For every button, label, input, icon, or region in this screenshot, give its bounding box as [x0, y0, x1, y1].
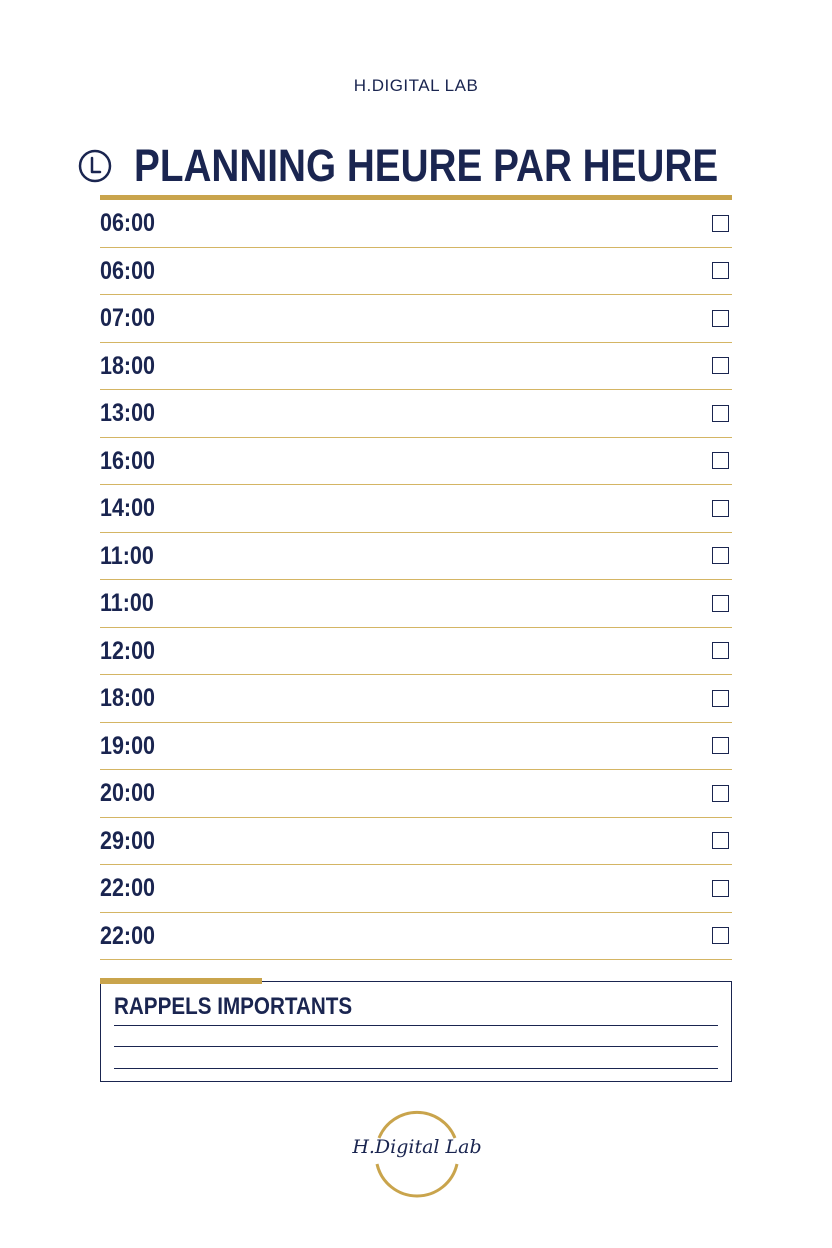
logo-text: H.Digital Lab	[352, 1136, 482, 1158]
reminder-line[interactable]	[114, 1046, 718, 1047]
time-label: 22:00	[100, 874, 155, 903]
time-label: 06:00	[100, 256, 155, 285]
time-label: 29:00	[100, 826, 155, 855]
task-checkbox[interactable]	[712, 357, 729, 374]
time-label: 13:00	[100, 399, 155, 428]
schedule-row	[100, 628, 732, 676]
brand-header: H.DIGITAL LAB	[353, 76, 479, 95]
schedule-row	[100, 485, 732, 533]
time-label: 12:00	[100, 636, 155, 665]
schedule-row	[100, 913, 732, 961]
time-label: 16:00	[100, 446, 155, 475]
schedule-row	[100, 343, 732, 391]
time-label: 19:00	[100, 731, 155, 760]
task-checkbox[interactable]	[712, 642, 729, 659]
task-checkbox[interactable]	[712, 832, 729, 849]
time-label: 06:00	[100, 209, 155, 238]
reminders-title: RAPPELS IMPORTANTS	[114, 993, 353, 1020]
reminder-line[interactable]	[114, 1025, 718, 1026]
time-label: 20:00	[100, 779, 155, 808]
schedule-row	[100, 675, 732, 723]
schedule-row	[100, 533, 732, 581]
time-label: 22:00	[100, 921, 155, 950]
task-checkbox[interactable]	[712, 880, 729, 897]
clock-icon	[78, 149, 112, 183]
schedule-row	[100, 723, 732, 771]
task-checkbox[interactable]	[712, 500, 729, 517]
task-checkbox[interactable]	[712, 310, 729, 327]
title-row	[100, 138, 732, 194]
task-checkbox[interactable]	[712, 737, 729, 754]
task-checkbox[interactable]	[712, 262, 729, 279]
page-title: PLANNING HEURE PAR HEURE	[134, 140, 719, 191]
task-checkbox[interactable]	[712, 547, 729, 564]
task-checkbox[interactable]	[712, 215, 729, 232]
schedule-row	[100, 865, 732, 913]
schedule-row	[100, 200, 732, 248]
task-checkbox[interactable]	[712, 405, 729, 422]
time-label: 07:00	[100, 304, 155, 333]
task-checkbox[interactable]	[712, 595, 729, 612]
time-label: 18:00	[100, 351, 155, 380]
task-checkbox[interactable]	[712, 927, 729, 944]
time-label: 11:00	[100, 589, 154, 618]
task-checkbox[interactable]	[712, 785, 729, 802]
reminders-accent-bar	[100, 978, 262, 984]
schedule-row	[100, 818, 732, 866]
schedule-row	[100, 295, 732, 343]
time-label: 14:00	[100, 494, 155, 523]
reminder-line[interactable]	[114, 1068, 718, 1069]
schedule-row	[100, 248, 732, 296]
time-label: 11:00	[100, 541, 154, 570]
schedule-row	[100, 390, 732, 438]
reminders-box[interactable]	[100, 981, 732, 1082]
schedule-list	[100, 200, 732, 960]
task-checkbox[interactable]	[712, 690, 729, 707]
schedule-row	[100, 770, 732, 818]
schedule-row	[100, 580, 732, 628]
time-label: 18:00	[100, 684, 155, 713]
schedule-row	[100, 438, 732, 486]
task-checkbox[interactable]	[712, 452, 729, 469]
